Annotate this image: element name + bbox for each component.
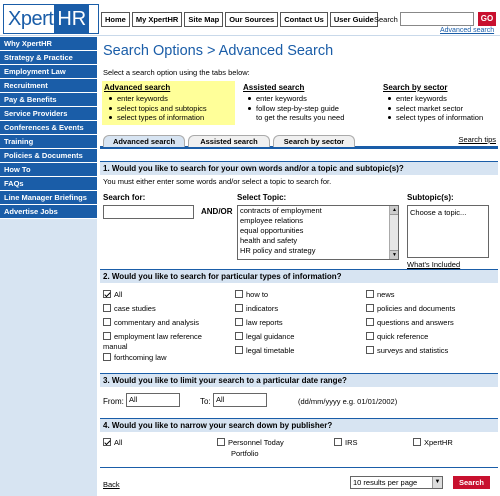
subtopic-listbox[interactable] — [407, 205, 489, 258]
checkbox[interactable] — [413, 438, 421, 446]
main-nav — [101, 12, 378, 27]
checkbox[interactable] — [103, 332, 111, 340]
date-from-input[interactable]: All — [126, 393, 180, 407]
checkbox[interactable] — [366, 318, 374, 326]
header-search-label: Search — [374, 15, 398, 24]
top-bar — [0, 0, 500, 36]
info-type-checkbox-news[interactable]: news — [366, 290, 395, 299]
info-type-checkbox-case-studies[interactable]: case studies — [103, 304, 156, 313]
nav-home-button[interactable]: Home — [101, 12, 130, 27]
nav-user-guide-button[interactable]: User Guide — [330, 12, 378, 27]
list-item: enter keywords — [104, 94, 233, 104]
checkbox[interactable] — [103, 353, 111, 361]
go-button[interactable]: GO — [478, 12, 496, 26]
sidebar-item-recruitment[interactable]: Recruitment — [0, 79, 97, 93]
nav-our-sources-button[interactable]: Our Sources — [225, 12, 278, 27]
publisher-label-portfolio: Portfolio — [231, 449, 259, 458]
main-content — [100, 37, 498, 496]
option-advanced-search — [102, 81, 235, 125]
publisher-checkbox-all[interactable]: All — [103, 438, 122, 447]
info-type-checkbox-how-to[interactable]: how to — [235, 290, 268, 299]
sidebar-item-policies-documents[interactable]: Policies & Documents — [0, 149, 97, 163]
list-item: select topics and subtopics — [104, 104, 233, 114]
intro-text: Select a search option using the tabs below: — [103, 68, 250, 77]
publisher-checkbox-xperthr[interactable]: XpertHR — [413, 438, 453, 447]
search-for-input[interactable] — [103, 205, 194, 219]
divider — [100, 467, 498, 468]
whats-included-link[interactable]: What's Included — [407, 260, 461, 269]
topic-option[interactable]: health and safety — [240, 236, 298, 245]
option-search-by-sector — [383, 83, 483, 123]
section-2-heading: 2. Would you like to search for particular types of information? — [100, 270, 498, 283]
list-item: enter keywords — [383, 94, 483, 104]
section-1-note: You must either enter some words and/or select a topic to search for. — [103, 177, 332, 186]
checkbox[interactable] — [366, 332, 374, 340]
chevron-down-icon[interactable]: ▼ — [432, 477, 442, 488]
option-assisted-search — [243, 83, 344, 123]
search-tabs — [100, 135, 498, 149]
page-title: Search Options > Advanced Search — [103, 43, 334, 59]
sidebar-item-why-xperthr[interactable]: Why XpertHR — [0, 37, 97, 51]
info-type-checkbox-questions-answers[interactable]: questions and answers — [366, 318, 454, 327]
sidebar-item-faqs[interactable]: FAQs — [0, 177, 97, 191]
list-item: select types of information — [383, 113, 483, 123]
header-search-input[interactable] — [400, 12, 474, 26]
info-type-checkbox-law-reports[interactable]: law reports — [235, 318, 283, 327]
checkbox[interactable] — [366, 290, 374, 298]
info-type-checkbox-legal-guidance[interactable]: legal guidance — [235, 332, 294, 341]
topic-option[interactable]: equal opportunities — [240, 226, 304, 235]
info-type-checkbox-forthcoming-law[interactable]: forthcoming law — [103, 353, 167, 362]
subtopic-label: Subtopic(s): — [407, 193, 454, 202]
sidebar-item-training[interactable]: Training — [0, 135, 97, 149]
sidebar-item-conferences-events[interactable]: Conferences & Events — [0, 121, 97, 135]
advanced-search-link[interactable]: Advanced search — [440, 27, 495, 34]
nav-contact-us-button[interactable]: Contact Us — [280, 12, 328, 27]
checkbox[interactable] — [366, 304, 374, 312]
search-button[interactable]: Search — [453, 476, 490, 489]
and-or-label: AND/OR — [201, 207, 233, 216]
results-per-page-select[interactable]: 10 results per page ▼ — [350, 476, 443, 489]
list-item: select market sector — [383, 104, 483, 114]
checkbox[interactable] — [235, 332, 243, 340]
nav-site-map-button[interactable]: Site Map — [184, 12, 223, 27]
info-type-checkbox-surveys-statistics[interactable]: surveys and statistics — [366, 346, 448, 355]
topic-listbox[interactable] — [237, 205, 399, 260]
topic-option[interactable]: HR policy and strategy — [240, 246, 316, 255]
checkbox[interactable] — [103, 290, 111, 298]
checkbox[interactable] — [235, 318, 243, 326]
list-item: enter keywords — [243, 94, 344, 104]
tab-advanced-search[interactable]: Advanced search — [103, 135, 185, 147]
sidebar-item-pay-benefits[interactable]: Pay & Benefits — [0, 93, 97, 107]
subtopic-placeholder: Choose a topic... — [410, 208, 467, 217]
topic-option[interactable]: contracts of employment — [240, 206, 322, 215]
info-type-label-manual: manual — [103, 342, 128, 351]
date-to-input[interactable]: All — [213, 393, 267, 407]
option-advanced-title[interactable]: Advanced search — [104, 83, 171, 92]
info-type-checkbox-policies-documents[interactable]: policies and documents — [366, 304, 455, 313]
checkbox[interactable] — [235, 290, 243, 298]
xperthr-logo[interactable] — [3, 4, 99, 34]
topic-option[interactable]: employee relations — [240, 216, 303, 225]
select-topic-label: Select Topic: — [237, 193, 287, 202]
info-type-checkbox-commentary[interactable]: commentary and analysis — [103, 318, 199, 327]
section-1-heading: 1. Would you like to search for your own words and/or a topic and subtopic(s)? — [100, 162, 498, 175]
checkbox[interactable] — [235, 346, 243, 354]
scroll-up-icon[interactable]: ▲ — [390, 206, 399, 215]
section-3-heading: 3. Would you like to limit your search to a particular date range? — [100, 374, 498, 387]
date-format-hint: (dd/mm/yyyy e.g. 01/01/2002) — [298, 397, 398, 406]
sidebar-item-advertise-jobs[interactable]: Advertise Jobs — [0, 205, 97, 219]
back-link[interactable]: Back — [103, 480, 120, 489]
option-sector-title[interactable]: Search by sector — [383, 83, 448, 92]
sidebar-item-strategy-practice[interactable]: Strategy & Practice — [0, 51, 97, 65]
checkbox[interactable] — [103, 438, 111, 446]
info-type-checkbox-quick-reference[interactable]: quick reference — [366, 332, 428, 341]
search-for-label: Search for: — [103, 193, 146, 202]
checkbox[interactable] — [366, 346, 374, 354]
info-type-checkbox-employment-law-reference[interactable]: employment law reference — [103, 332, 202, 341]
logo-badge: HR — [54, 5, 89, 33]
sidebar-item-line-manager-briefings[interactable]: Line Manager Briefings — [0, 191, 97, 205]
section-4-heading: 4. Would you like to narrow your search down by publisher? — [100, 419, 498, 432]
checkbox[interactable] — [103, 304, 111, 312]
option-assisted-title[interactable]: Assisted search — [243, 83, 305, 92]
publisher-checkbox-personnel-today[interactable]: Personnel Today — [217, 438, 284, 447]
checkbox[interactable] — [103, 318, 111, 326]
tab-search-by-sector[interactable]: Search by sector — [273, 135, 355, 147]
publisher-checkbox-irs[interactable]: IRS — [334, 438, 358, 447]
list-item: select types of information — [104, 113, 233, 123]
info-type-checkbox-legal-timetable[interactable]: legal timetable — [235, 346, 294, 355]
checkbox[interactable] — [334, 438, 342, 446]
logo-text: Xpert — [8, 7, 54, 30]
sidebar-item-how-to[interactable]: How To — [0, 163, 97, 177]
sidebar — [0, 37, 97, 496]
date-from-label: From: — [103, 397, 124, 406]
list-item: follow step-by-step guide — [243, 104, 344, 114]
info-type-checkbox-all[interactable]: All — [103, 290, 122, 299]
info-type-checkbox-indicators[interactable]: indicators — [235, 304, 278, 313]
date-to-label: To: — [200, 397, 211, 406]
checkbox[interactable] — [235, 304, 243, 312]
tab-assisted-search[interactable]: Assisted search — [188, 135, 270, 147]
scroll-down-icon[interactable]: ▼ — [390, 250, 399, 259]
nav-my-xperthr-button[interactable]: My XpertHR — [132, 12, 183, 27]
list-item: to get the results you need — [256, 113, 345, 122]
topic-scrollbar[interactable] — [389, 206, 398, 259]
sidebar-item-employment-law[interactable]: Employment Law — [0, 65, 97, 79]
checkbox[interactable] — [217, 438, 225, 446]
sidebar-item-service-providers[interactable]: Service Providers — [0, 107, 97, 121]
search-tips-link[interactable]: Search tips — [458, 135, 496, 144]
